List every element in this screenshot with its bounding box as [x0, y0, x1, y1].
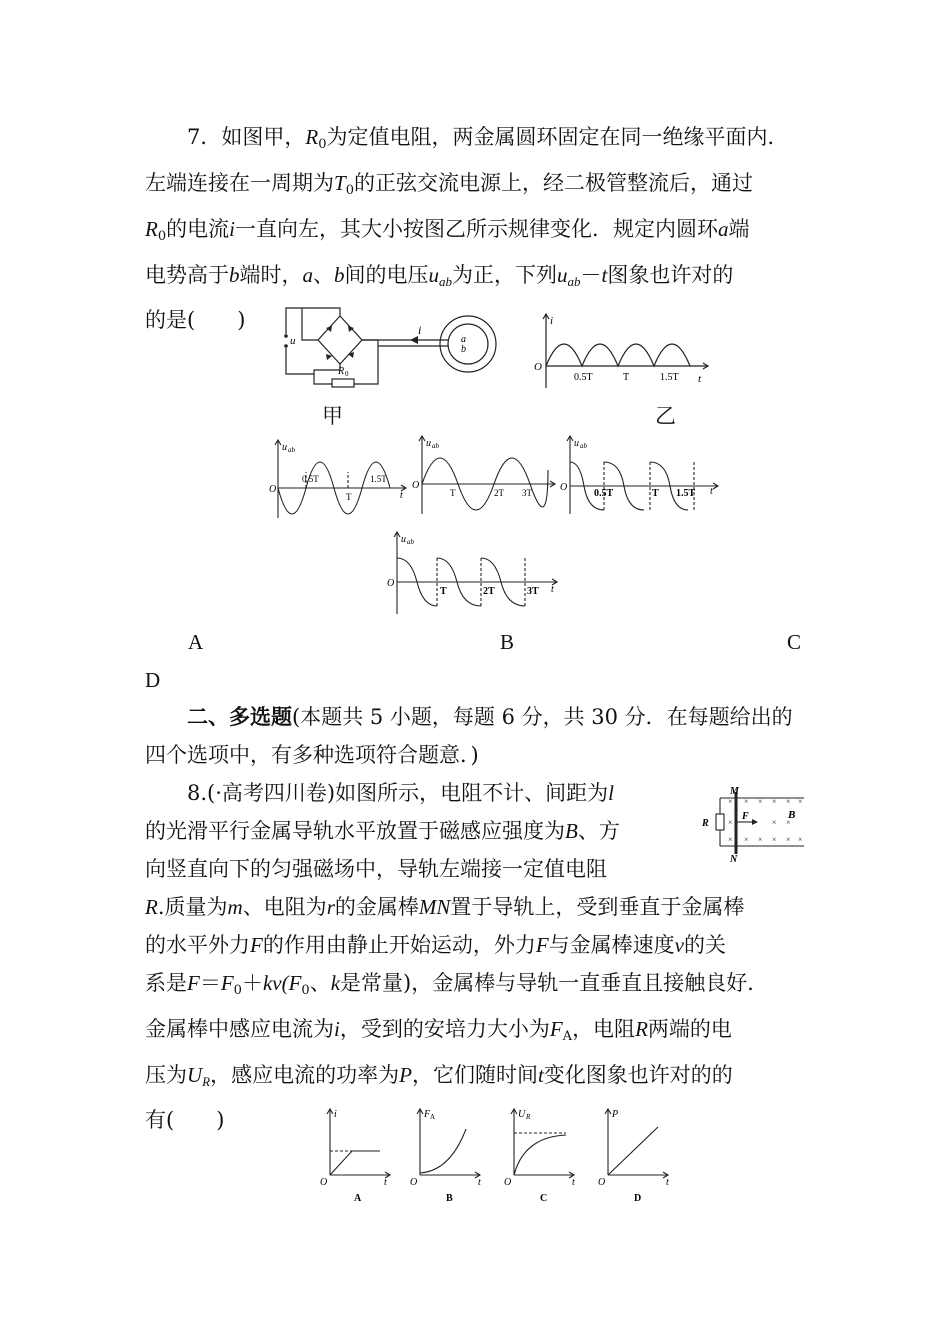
- option-d-graph: [385, 528, 565, 616]
- yi-axis-i: i: [550, 315, 554, 327]
- b-axis-ab: ab: [432, 442, 439, 450]
- label-r0: R: [338, 366, 345, 377]
- q8b-axis-f: F: [424, 1109, 431, 1120]
- q8a-axis-i: i: [334, 1109, 337, 1120]
- q8a-origin: O: [320, 1177, 328, 1188]
- yi-tick-onehalf: 1.5T: [660, 372, 679, 383]
- b-tick-3t0: 3T: [522, 488, 532, 498]
- q8-cap-d[interactable]: D: [634, 1193, 642, 1204]
- svg-text:×: ×: [798, 835, 803, 844]
- figure-yi-current: [530, 310, 720, 390]
- yi-axis-t: t: [698, 373, 702, 385]
- svg-text:×: ×: [772, 797, 777, 806]
- option-b-graph: [410, 432, 560, 517]
- sec2-line-1: 二、多选题(本题共 5 小题，每题 6 分，共 30 分．在每题给出的: [187, 704, 793, 729]
- q8-line-8: 压为$U_R$，感应电流的功率为P，它们随时间t变化图象也许对的的: [145, 1063, 733, 1089]
- d-tick-t0: T: [440, 586, 447, 597]
- b-axis-u: u: [426, 438, 431, 449]
- q8-line-6: 系是$F=F_0+kv(F_0$、k是常量)，金属棒与导轨一直垂直且接触良好．: [145, 971, 769, 998]
- c-origin: O: [560, 482, 568, 493]
- option-d-label[interactable]: D: [145, 668, 161, 692]
- q8-rail-diagram: [692, 784, 807, 866]
- a-axis-ab: ab: [288, 446, 295, 454]
- b-tick-t0: T: [450, 488, 456, 498]
- sec2-line-2: 四个选项中，有多种选项符合题意．): [145, 743, 479, 767]
- svg-text:×: ×: [772, 818, 777, 827]
- rail-label-f: F: [742, 811, 749, 822]
- yi-tick-half: 0.5T: [574, 372, 593, 383]
- caption-yi: 乙: [655, 404, 676, 428]
- q8a-axis-t: t: [384, 1177, 387, 1188]
- svg-text:×: ×: [758, 835, 763, 844]
- svg-text:×: ×: [786, 818, 791, 827]
- c-axis-t: t: [710, 486, 713, 497]
- d-axis-ab: ab: [407, 538, 414, 546]
- svg-text:×: ×: [758, 797, 763, 806]
- rail-label-n: N: [730, 854, 738, 865]
- b-tick-2t0: 2T: [494, 488, 504, 498]
- svg-text:×: ×: [728, 797, 733, 806]
- d-tick-3t0: 3T: [527, 586, 539, 597]
- c-axis-u: u: [574, 438, 579, 449]
- a-tick-t0: T: [346, 492, 352, 502]
- rail-label-r: R: [702, 818, 709, 829]
- q8-line-9: 有( ): [145, 1108, 225, 1132]
- q8c-origin: O: [504, 1177, 512, 1188]
- a-origin: O: [269, 484, 277, 495]
- q8d-origin: O: [598, 1177, 606, 1188]
- c-tick-t0: T: [652, 488, 659, 499]
- question-8-top: [145, 774, 685, 888]
- q8-cap-a[interactable]: A: [354, 1193, 362, 1204]
- option-c-graph: [560, 432, 725, 517]
- svg-text:×: ×: [786, 835, 791, 844]
- a-axis-u: u: [282, 442, 287, 453]
- q7-line-1: 7．如图甲，$R_0$为定值电阻，两金属圆环固定在同一绝缘平面内．: [187, 125, 789, 152]
- question-8-body: [145, 888, 810, 1139]
- c-tick-onehalf: 1.5T: [676, 488, 696, 499]
- svg-text:×: ×: [728, 818, 733, 827]
- q8-line-7: 金属棒中感应电流为i，受到的安培力大小为$F_A$，电阻R两端的电: [145, 1017, 732, 1044]
- q8c-axis-u: U: [518, 1109, 526, 1120]
- a-tick-onehalf: 1.5T: [370, 474, 387, 484]
- q8-answer-graphs: [318, 1105, 690, 1205]
- q8-line-5: 的水平外力F的作用由静止开始运动，外力F与金属棒速度v的关: [145, 933, 726, 957]
- q7-line-5: 的是( ): [145, 308, 246, 332]
- figure-jia-circuit: [278, 306, 518, 388]
- q8b-axis-sub: A: [430, 1113, 436, 1121]
- q8-cap-b[interactable]: B: [446, 1193, 453, 1204]
- d-origin: O: [387, 578, 395, 589]
- q8-line-1: 8.(·高考四川卷)如图所示，电阻不计、间距为l: [187, 781, 614, 805]
- q7-line-3: $R_0$的电流i一直向左，其大小按图乙所示规律变化．规定内圆环a端: [145, 217, 750, 244]
- svg-text:×: ×: [728, 835, 733, 844]
- option-b-label[interactable]: B: [500, 630, 515, 654]
- rail-label-m: M: [730, 786, 739, 797]
- option-a-graph: [268, 436, 413, 521]
- q8-cap-c[interactable]: C: [540, 1193, 548, 1204]
- q7-line-4: 电势高于b端时，a、b间的电压$u_{ab}$为正，下列$u_{ab}-t$图象也许对的: [145, 263, 734, 289]
- yi-origin: O: [534, 361, 542, 373]
- d-axis-u: u: [401, 534, 406, 545]
- q7-line-2: 左端连接在一周期为$T_0$的正弦交流电源上，经二极管整流后，通过: [145, 171, 753, 198]
- q8c-axis-t: t: [572, 1177, 575, 1188]
- svg-text:×: ×: [798, 797, 803, 806]
- caption-jia: 甲: [322, 404, 343, 428]
- d-tick-2t0: 2T: [483, 586, 495, 597]
- c-tick-half: 0.5T: [594, 488, 614, 499]
- label-u: u: [290, 335, 296, 347]
- option-a-label[interactable]: A: [188, 630, 204, 654]
- q8c-axis-sub: R: [526, 1113, 531, 1121]
- rail-label-b: B: [788, 809, 796, 821]
- d-axis-t: t: [551, 584, 554, 595]
- svg-text:×: ×: [786, 797, 791, 806]
- c-axis-ab: ab: [580, 442, 587, 450]
- q8d-axis-t: t: [666, 1177, 669, 1188]
- section-2-heading: [145, 698, 810, 774]
- label-i: i: [418, 323, 422, 337]
- svg-text:×: ×: [744, 835, 749, 844]
- yi-tick-t0: T: [623, 372, 630, 383]
- q8-line-4: R.质量为m、电阻为r的金属棒MN置于导轨上，受到垂直于金属棒: [145, 895, 745, 919]
- label-r0-sub: 0: [345, 370, 349, 378]
- label-b: b: [461, 344, 466, 355]
- b-origin: O: [412, 480, 420, 491]
- option-c-label[interactable]: C: [787, 630, 802, 654]
- q8-line-2: 的光滑平行金属导轨水平放置于磁感应强度为B、方: [145, 819, 620, 843]
- label-a: a: [461, 334, 466, 345]
- svg-text:×: ×: [744, 797, 749, 806]
- q8b-axis-t: t: [478, 1177, 481, 1188]
- q8d-axis-p: P: [612, 1109, 619, 1120]
- q8b-origin: O: [410, 1177, 418, 1188]
- svg-text:×: ×: [772, 835, 777, 844]
- a-tick-half: 0.5T: [302, 474, 319, 484]
- q8-line-3: 向竖直向下的匀强磁场中，导轨左端接一定值电阻: [145, 857, 607, 881]
- a-axis-t: t: [400, 490, 403, 501]
